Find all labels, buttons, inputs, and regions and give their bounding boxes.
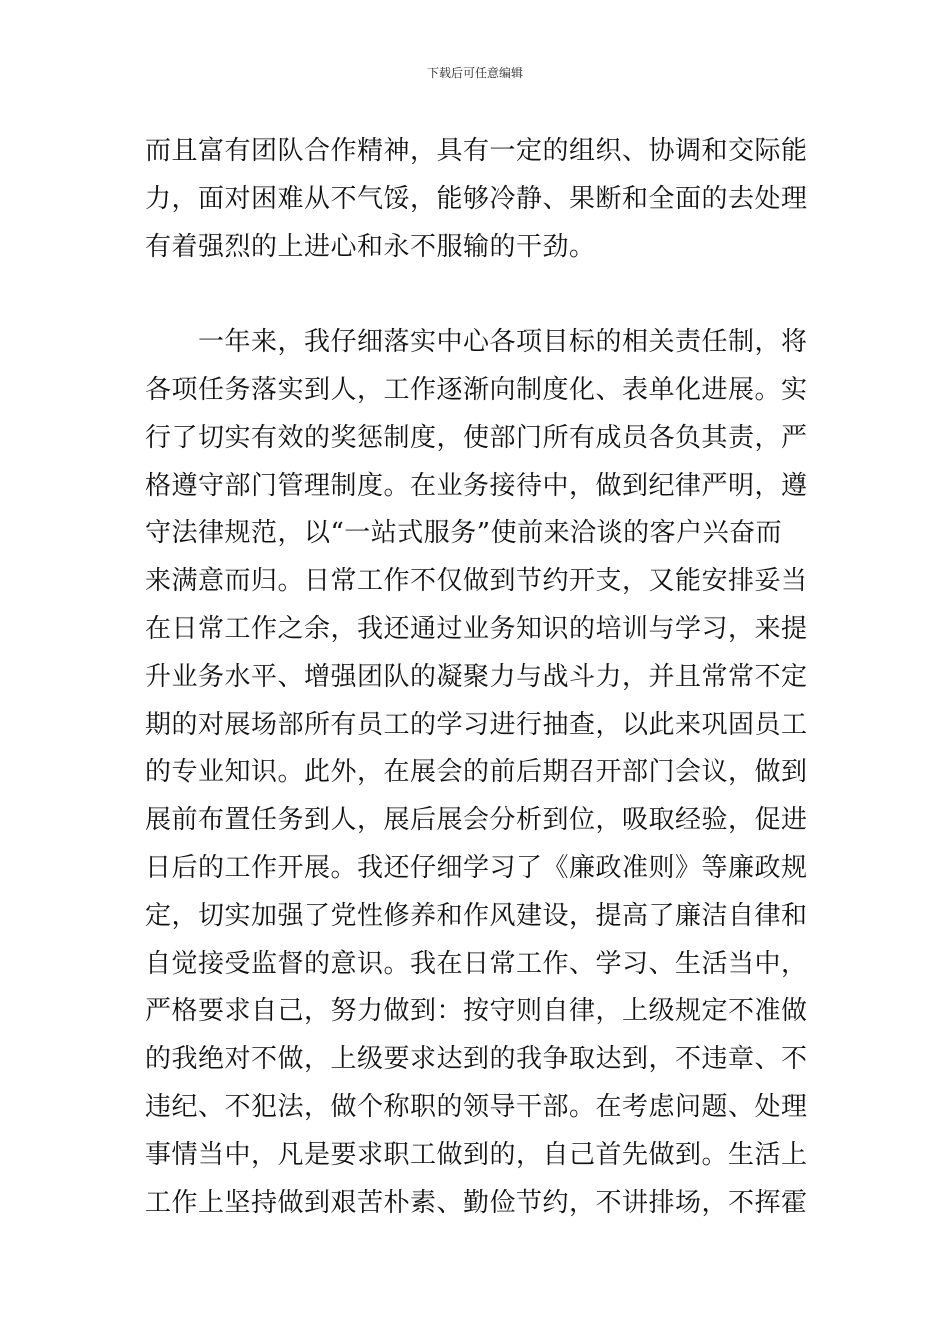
text-line: 升业务水平、增强团队的凝聚力与战斗力，并且常常不定 [145,661,808,692]
text-line: 的专业知识。此外，在展会的前后期召开部门会议，做到 [145,757,808,788]
text-line: 的我绝对不做，上级要求达到的我争取达到，不违章、不 [145,1044,808,1075]
text-line: 在日常工作之余，我还通过业务知识的培训与学习，来提 [145,613,808,644]
text-line: 日后的工作开展。我还仔细学习了《廉政准则》等廉政规 [145,852,808,883]
text-line: 违纪、不犯法，做个称职的领导干部。在考虑问题、处理 [145,1091,808,1122]
text-line: 行了切实有效的奖惩制度，使部门所有成员各负其责，严 [145,422,808,453]
paragraph-spacing [145,271,815,319]
page-header-note: 下载后可任意编辑 [426,66,523,80]
text-line: 展前布置任务到人，展后展会分析到位，吸取经验，促进 [145,805,808,836]
paragraph-1 [145,128,815,271]
text-line: 工作上坚持做到艰苦朴素、勤俭节约，不讲排场，不挥霍 [145,1187,808,1218]
text-line: 严格要求自己，努力做到：按守则自律，上级规定不准做 [145,996,808,1027]
text-line: 一年来，我仔细落实中心各项目标的相关责任制，将 [145,327,808,358]
text-line: 自觉接受监督的意识。我在日常工作、学习、生活当中， [145,948,808,979]
document-body [145,128,815,1227]
text-line: 事情当中，凡是要求职工做到的，自己首先做到。生活上 [145,1139,808,1170]
text-line: 守法律规范，以“一站式服务”使前来洽谈的客户兴奋而 [145,518,783,549]
text-line: 格遵守部门管理制度。在业务接待中，做到纪律严明，遵 [145,470,808,501]
paragraph-2 [145,319,815,1227]
text-line: 力，面对困难从不气馁，能够冷静、果断和全面的去处理 [145,183,808,214]
text-line: 期的对展场部所有员工的学习进行抽查，以此来巩固员工 [145,709,808,740]
text-line: 来满意而归。日常工作不仅做到节约开支，又能安排妥当 [145,566,808,597]
text-line: 各项任务落实到人，工作逐渐向制度化、表单化进展。实 [145,374,808,405]
text-line: 定，切实加强了党性修养和作风建设，提高了廉洁自律和 [145,900,808,931]
text-line: 而且富有团队合作精神，具有一定的组织、协调和交际能 [145,136,808,166]
text-line: 有着强烈的上进心和永不服输的干劲。 [145,231,596,262]
